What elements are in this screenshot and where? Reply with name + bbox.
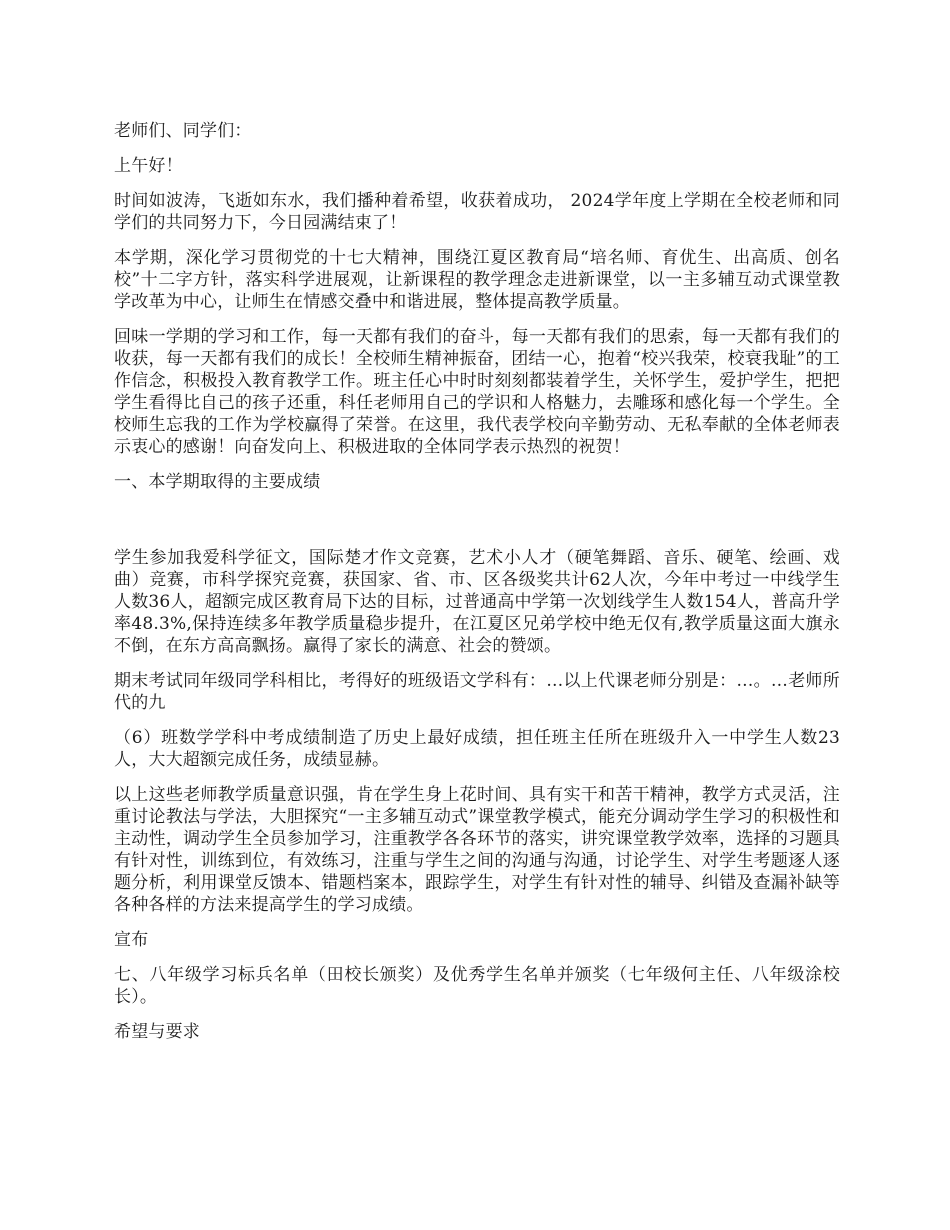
achievements-paragraph-2: 期末考试同年级同学科相比，考得好的班级语文学科有：…以上代课老师分别是：…。…老师所代的九 xyxy=(114,671,840,713)
achievements-paragraph-1: 学生参加我爱科学征文，国际楚才作文竞赛，艺术小人才（硬笔舞蹈、音乐、硬笔、绘画、戏曲）竞赛，市科学探究竞赛，获国家、省、市、区各级奖共计62人次，今年中考过一中线学生人数36人，超额完成区教育局下达的目标，过普通高中学第一次划线学生人数154人，普高升学率48.3%,保持连续多年教学质量稳步提升，在江夏区兄弟学校中绝无仅有,教学质量这面大旗永不倒，在东方高高飘扬。赢得了家长的满意、社会的赞颂。 xyxy=(114,548,840,656)
intro-paragraph-1: 时间如波涛，飞逝如东水，我们播种着希望，收获着成功， 2024学年度上学期在全校老师和同学们的共同努力下，今日园满结束了！ xyxy=(114,191,840,233)
announce-line: 宣布 xyxy=(114,930,149,950)
intro-paragraph-3: 回味一学期的学习和工作，每一天都有我们的奋斗，每一天都有我们的思索，每一天都有我们的收获，每一天都有我们的成长！全校师生精神振奋，团结一心，抱着“校兴我荣，校衰我耻”的工作信念，积极投入教育教学工作。班主任心中时时刻刻都装着学生，关怀学生，爱护学生，把把学生看得比自己的孩子还重，科任老师用自己的学识和人格魅力，去雕琢和感化每一个学生。全校师生忘我的工作为学校赢得了荣誉。在这里，我代表学校向辛勤劳动、无私奉献的全体老师表示衷心的感谢！向奋发向上、积极进取的全体同学表示热烈的祝贺！ xyxy=(114,327,840,457)
section-heading: 一、本学期取得的主要成绩 xyxy=(114,472,321,492)
document-page xyxy=(114,120,840,1056)
intro-paragraph-2: 本学期，深化学习贯彻党的十七大精神，围绕江夏区教育局“培名师、育优生、出高质、创名校”十二字方针，落实科学进展观，让新课程的教学理念走进新课堂，以一主多辅互动式课堂教学改革为中心，让师生在情感交叠中和谐进展，整体提高教学质量。 xyxy=(114,248,840,312)
salutation: 上午好！ xyxy=(114,156,183,176)
section-spacer xyxy=(114,493,840,547)
achievements-paragraph-4: 以上这些老师教学质量意识强，肯在学生身上花时间、具有实干和苦干精神，教学方式灵活，注重讨论教法与学法，大胆探究“一主多辅互动式”课堂教学模式，能充分调动学生学习的积极性和主动性，调动学生全员参加学习，注重教学各各环节的落实，讲究课堂教学效率，选择的习题具有针对性，训练到位，有效练习，注重与学生之间的沟通与沟通，讨论学生、对学生考题逐人逐题分析，利用课堂反馈本、错题档案本，跟踪学生，对学生有针对性的辅导、纠错及查漏补缺等各种各样的方法来提高学生的学习成绩。 xyxy=(114,785,840,915)
greeting: 老师们、同学们： xyxy=(114,121,252,141)
award-item: 七、八年级学习标兵名单（田校长颁奖）及优秀学生名单并颁奖（七年级何主任、八年级涂校长）。 xyxy=(114,965,840,1007)
achievements-paragraph-3: （6）班数学学科中考成绩制造了历史上最好成绩，担任班主任所在班级升入一中学生人数23人，大大超额完成任务，成绩显赫。 xyxy=(114,728,840,770)
closing-heading: 希望与要求 xyxy=(114,1022,200,1042)
